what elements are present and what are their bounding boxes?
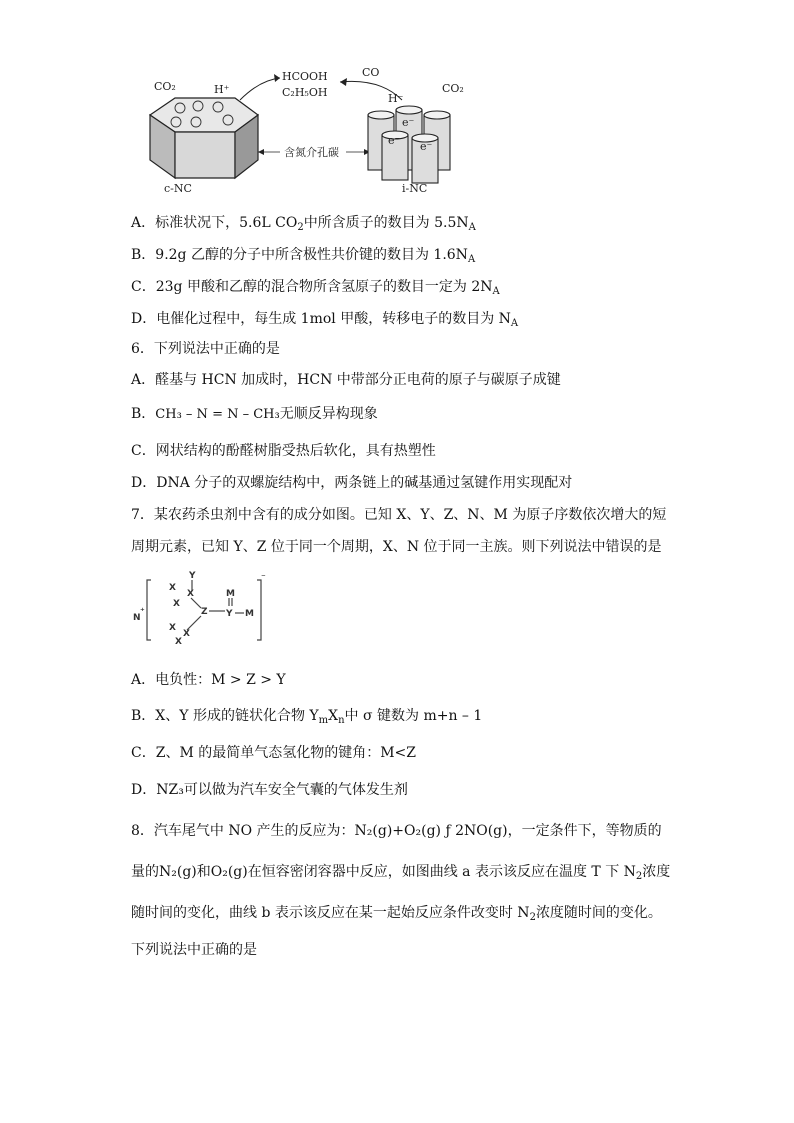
h-plus-label: H⁺ (214, 83, 230, 96)
atom-m-top: M (226, 589, 235, 599)
atom-x-2: X (187, 589, 194, 599)
q7-option-d: D．NZ₃可以做为汽车安全气囊的气体发生剂 (131, 782, 408, 798)
anion-charge: ⁻ (261, 573, 266, 583)
bond-5 (187, 616, 201, 630)
atom-x-1: X (169, 583, 176, 593)
left-bracket (147, 580, 151, 640)
cation-n: N (133, 613, 141, 623)
q8-line2: 量的N₂(g)和O₂(g)在恒容密闭容器中反应，如图曲线 a 表示该反应在温度 T 下 $N_2$浓度 (131, 864, 671, 882)
co2-right-label: CO₂ (442, 82, 464, 95)
q7-option-a: A．电负性：M > Z > Y (131, 672, 286, 688)
q7-option-b: B．X、Y 形成的链状化合物 $Y_mX_n$中 σ 键数为 m+n – 1 (131, 708, 483, 726)
q5-option-b: B．9.2g 乙醇的分子中所含极性共价键的数目为 $1.6N_A$ (131, 247, 476, 265)
bond-2 (191, 598, 201, 608)
q6-option-c: C．网状结构的酚醛树脂受热后软化，具有热塑性 (131, 443, 436, 459)
q8-line3: 随时间的变化，曲线 b 表示该反应在某一起始反应条件改变时 $N_2$浓度随时间的变化。 (131, 905, 662, 923)
atom-m-right: M (245, 609, 254, 619)
atom-y-top: Y (189, 571, 196, 581)
atom-x-5: X (183, 629, 190, 639)
q7-stem-line2: 周期元素，已知 Y、Z 位于同一个周期，X、N 位于同一主族。则下列说法中错误的是 (131, 539, 662, 555)
cation-plus: ⁺ (140, 607, 145, 617)
c-nc-hexagon (150, 98, 258, 178)
electron-label-1: e⁻ (402, 116, 415, 129)
c-nc-label: c-NC (164, 182, 192, 195)
electrocatalysis-figure (140, 60, 480, 200)
q8-line1: 8．汽车尾气中 NO 产生的反应为：N₂(g)+O₂(g) ƒ 2NO(g)，一定条件下，等物质的 (131, 823, 662, 839)
atom-x-4: X (169, 623, 176, 633)
right-bracket (257, 580, 261, 640)
q5-option-c: C．23g 甲酸和乙醇的混合物所含氢原子的数目一定为 $2N_A$ (131, 279, 500, 297)
q8-line4: 下列说法中正确的是 (131, 942, 257, 958)
atom-x-6: X (175, 637, 182, 647)
nitrogen-mesoporous-carbon-label: 含氮介孔碳 (284, 146, 339, 159)
q5-option-a: A．标准状况下，5.6L $CO_2$中所含质子的数目为 $5.5N_A$ (131, 215, 476, 233)
pesticide-structure-figure (131, 568, 271, 650)
q7-option-c: C．Z、M 的最简单气态氢化物的键角：M<Z (131, 745, 417, 761)
q6-option-a: A．醛基与 HCN 加成时，HCN 中带部分正电荷的原子与碳原子成键 (131, 372, 561, 388)
co-label: CO (362, 66, 380, 79)
co2-left-label: CO₂ (154, 80, 176, 93)
right-arrowhead (340, 78, 347, 86)
atom-x-3: X (173, 599, 180, 609)
electron-label-3: e⁻ (420, 140, 433, 153)
hcooh-label: HCOOH (282, 70, 328, 83)
left-arrowhead (274, 74, 280, 82)
i-nc-label: i-NC (402, 182, 428, 195)
q6-option-b: B．CH₃ – N = N – CH₃无顺反异构现象 (131, 406, 378, 422)
q5-option-d: D．电催化过程中，每生成 1mol 甲酸，转移电子的数目为 $N_A$ (131, 311, 519, 329)
double-arrow-left (258, 149, 264, 155)
atom-y-right: Y (226, 609, 233, 619)
atom-z: Z (201, 607, 208, 617)
electron-label-2: e⁻ (388, 134, 401, 147)
q7-stem-line1: 7．某农药杀虫剂中含有的成分如图。已知 X、Y、Z、N、M 为原子序数依次增大的短 (131, 507, 667, 523)
left-arrow (240, 78, 280, 100)
c2h5oh-label: C₂H₅OH (282, 86, 328, 99)
q6-stem: 6．下列说法中正确的是 (131, 341, 280, 357)
h-minus-label: H⁻ (388, 92, 404, 105)
q6-option-d: D．DNA 分子的双螺旋结构中，两条链上的碱基通过氢键作用实现配对 (131, 475, 573, 491)
